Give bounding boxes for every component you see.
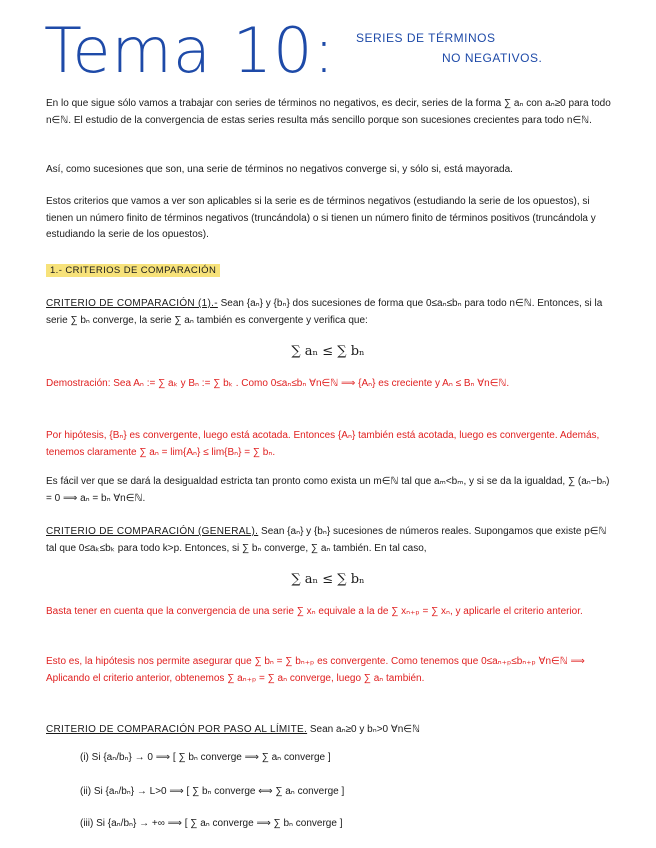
criterio-limite-paragraph bbox=[46, 722, 612, 739]
page-title: Tema 10: bbox=[44, 14, 336, 87]
criterio-general-paragraph bbox=[46, 524, 612, 557]
intro-paragraph-3: Estos criterios que vamos a ver son aplicables si la serie es de términos negativos (estudiando la serie de los opuestos), si tienen un número finito de términos negativos (truncándola) o si tienen un número finito de términos positivos (truncándola y estudiando la serie de los opuestos). bbox=[46, 196, 596, 240]
criterio-1-formula: ∑ aₙ ≤ ∑ bₙ bbox=[291, 344, 365, 359]
criterio-general-proof-1: Basta tener en cuenta que la convergencia de una serie ∑ xₙ equivale a la de ∑ xₙ₊ₚ = ∑ xₙ, y aplicarle el criterio anterior. bbox=[46, 606, 583, 617]
criterio-limite-item-3: (iii) Si {aₙ/bₙ} → +∞ ⟹ [ ∑ aₙ converge ⟹ ∑ bₙ converge ] bbox=[80, 818, 343, 829]
section-heading: 1.- CRITERIOS DE COMPARACIÓN bbox=[46, 264, 220, 277]
criterio-limite-item-1: (i) Si {aₙ/bₙ} → 0 ⟹ [ ∑ bₙ converge ⟹ ∑ aₙ converge ] bbox=[80, 752, 331, 763]
criterio-general-heading: CRITERIO DE COMPARACIÓN (GENERAL). bbox=[46, 526, 259, 537]
intro-paragraph-2: Así, como sucesiones que son, una serie de términos no negativos converge si, y sólo si, está mayorada. bbox=[46, 164, 513, 175]
page-subtitle bbox=[356, 28, 616, 68]
criterio-general-proof-2: Esto es, la hipótesis nos permite asegurar que ∑ bₙ = ∑ bₙ₊ₚ es convergente. Como tenemos que 0≤aₙ₊ₚ≤bₙ₊ₚ ∀n∈ℕ ⟹ Aplicando el criterio anterior, obtenemos ∑ aₙ₊ₚ = ∑ aₙ converge, luego ∑ aₙ también. bbox=[46, 656, 585, 684]
criterio-limite-heading: CRITERIO DE COMPARACIÓN POR PASO AL LÍMITE. bbox=[46, 724, 308, 735]
criterio-1-proof-2: Por hipótesis, {Bₙ} es convergente, luego está acotada. Entonces {Aₙ} también está acotada, luego es convergente. Además, tenemos claramente ∑ aₙ = lim{Aₙ} ≤ lim{Bₙ} = ∑ bₙ. bbox=[46, 430, 600, 458]
criterio-limite-text: Sean aₙ≥0 y bₙ>0 ∀n∈ℕ bbox=[309, 724, 421, 735]
criterio-limite-item-2: (ii) Si {aₙ/bₙ} → L>0 ⟹ [ ∑ bₙ converge ⟺ ∑ aₙ converge ] bbox=[80, 786, 345, 797]
subtitle-line-2: NO NEGATIVOS. bbox=[442, 51, 543, 65]
intro-paragraph-1: En lo que sigue sólo vamos a trabajar con series de términos no negativos, es decir, series de la forma ∑ aₙ con aₙ≥0 para todo n∈ℕ. El estudio de la convergencia de estas series resulta más sencillo porque son sucesiones crecientes para todo n∈ℕ. bbox=[46, 98, 611, 126]
criterio-1-note: Es fácil ver que se dará la desigualdad estricta tan pronto como exista un m∈ℕ tal que aₘ<bₘ, y si se da la igualdad, ∑ (aₙ−bₙ) = 0 ⟹ aₙ = bₙ ∀n∈ℕ. bbox=[46, 476, 610, 504]
criterio-general-text: Sean {aₙ} y {bₙ} sucesiones de números reales. Supongamos que existe p∈ℕ tal que 0≤aₖ≤bₖ para todo k>p. Entonces, si ∑ bₙ converge, ∑ aₙ también. En tal caso, bbox=[46, 526, 607, 554]
criterio-1-proof-1: Demostración: Sea Aₙ := ∑ aₖ y Bₙ := ∑ bₖ . Como 0≤aₙ≤bₙ ∀n∈ℕ ⟹ {Aₙ} es creciente y Aₙ ≤ Bₙ ∀n∈ℕ. bbox=[46, 378, 510, 389]
subtitle-line-1: SERIES DE TÉRMINOS bbox=[356, 31, 496, 45]
criterio-1-heading: CRITERIO DE COMPARACIÓN (1).- bbox=[46, 298, 218, 309]
criterio-1-paragraph bbox=[46, 296, 612, 329]
criterio-1-text: Sean {aₙ} y {bₙ} dos sucesiones de forma que 0≤aₙ≤bₙ para todo n∈ℕ. Entonces, si la serie ∑ bₙ converge, la serie ∑ aₙ también es convergente y verifica que: bbox=[46, 298, 603, 326]
criterio-general-formula: ∑ aₙ ≤ ∑ bₙ bbox=[291, 572, 365, 587]
